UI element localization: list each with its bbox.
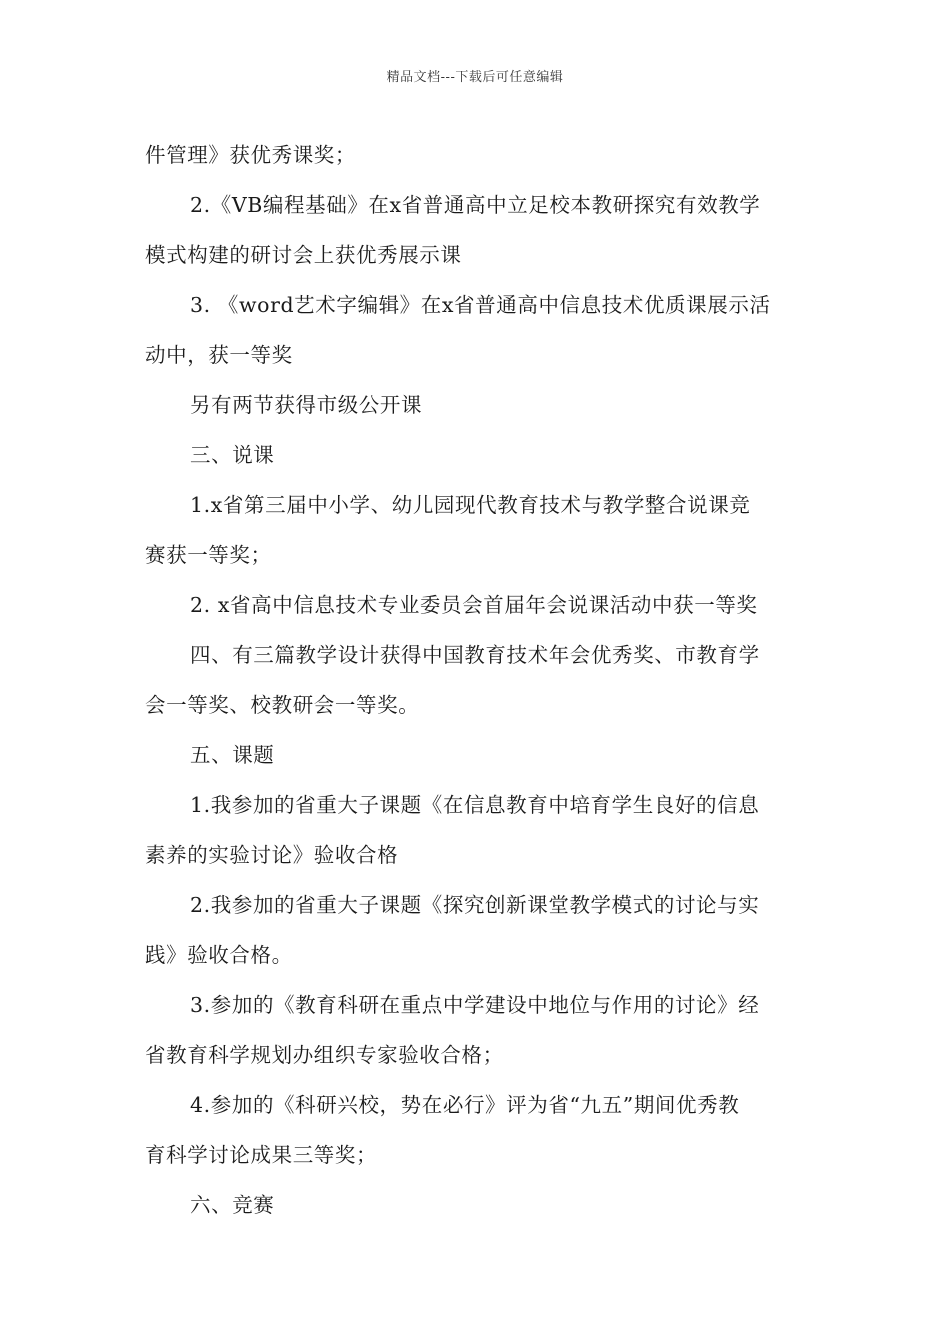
paragraph-line: 省教育科学规划办组织专家验收合格； — [145, 1043, 504, 1067]
paragraph-line: 2. x省高中信息技术专业委员会首届年会说课活动中获一等奖 — [190, 593, 758, 617]
paragraph-line: 2.《VB编程基础》在x省普通高中立足校本教研探究有效教学 — [190, 193, 761, 217]
paragraph-line: 动中，获一等奖 — [145, 343, 293, 367]
paragraph-line: 赛获一等奖； — [145, 543, 272, 567]
paragraph-line: 育科学讨论成果三等奖； — [145, 1143, 378, 1167]
paragraph-line: 2.我参加的省重大子课题《探究创新课堂教学模式的讨论与实 — [190, 893, 760, 917]
page-header: 精品文档---下载后可任意编辑 — [386, 70, 564, 85]
paragraph-line: 模式构建的研讨会上获优秀展示课 — [145, 243, 462, 267]
section-heading: 三、说课 — [190, 443, 275, 467]
paragraph-line: 四、有三篇教学设计获得中国教育技术年会优秀奖、市教育学 — [190, 643, 760, 667]
paragraph-line: 素养的实验讨论》验收合格 — [145, 843, 399, 867]
paragraph-line: 另有两节获得市级公开课 — [190, 393, 423, 417]
paragraph-line: 件管理》获优秀课奖； — [145, 143, 356, 167]
paragraph-line: 3.参加的《教育科研在重点中学建设中地位与作用的讨论》经 — [190, 993, 760, 1017]
section-heading: 五、课题 — [190, 743, 275, 767]
section-heading: 六、竞赛 — [190, 1193, 275, 1217]
paragraph-line: 1.x省第三届中小学、幼儿园现代教育技术与教学整合说课竞 — [190, 493, 751, 517]
paragraph-line: 3. 《word艺术字编辑》在x省普通高中信息技术优质课展示活 — [190, 293, 771, 317]
paragraph-line: 4.参加的《科研兴校，势在必行》评为省“九五”期间优秀教 — [190, 1093, 740, 1117]
paragraph-line: 践》验收合格。 — [145, 943, 293, 967]
paragraph-line: 会一等奖、校教研会一等奖。 — [145, 693, 420, 717]
paragraph-line: 1.我参加的省重大子课题《在信息教育中培育学生良好的信息 — [190, 793, 760, 817]
